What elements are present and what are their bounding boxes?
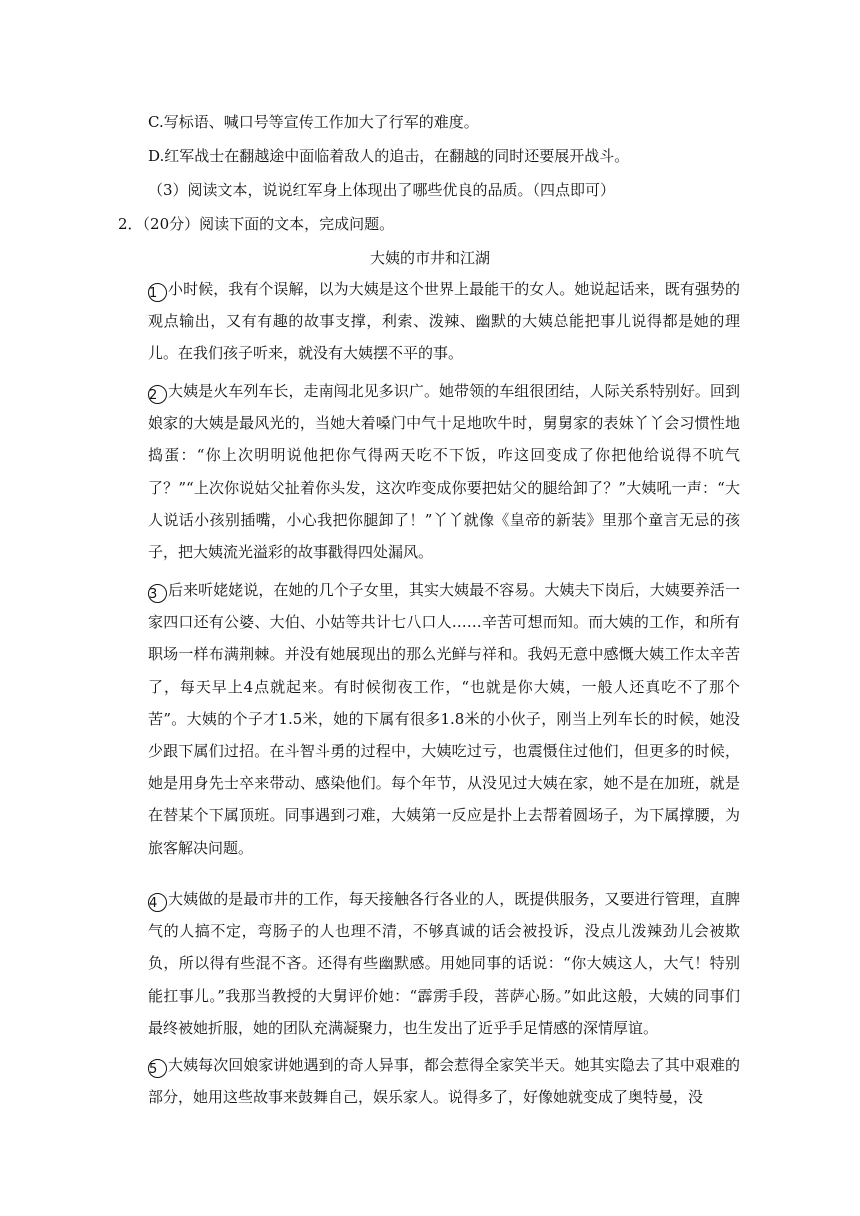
paragraph-number-5: 5 [148, 1059, 167, 1078]
option-d: D.红军战士在翻越途中面临着敌人的追击，在翻越的同时还要展开战斗。 [148, 147, 630, 165]
paragraph-number-3: 3 [148, 584, 167, 603]
paragraph-5 [148, 1049, 740, 1113]
paragraph-text-4: 大姨做的是最市井的工作，每天接触各行各业的人，既提供服务，又要进行管理，直脾气的人搞不定，弯肠子的人也理不清，不够真诚的话会被投诉，没点儿泼辣劲儿会被欺负，所以得有些混不吝。还得有些幽默感。用她同事的话说：“你大姨这人，大气！特别能扛事儿。”我那当教授的大舅评价她：“霹雳手段，菩萨心肠。”如此这般，大姨的同事们最终被她折服，她的团队充满凝聚力，也生发出了近乎手足情感的深情厚谊。 [148, 890, 740, 1037]
paragraph-number-4: 4 [148, 893, 167, 912]
paragraph-number-1: 1 [148, 283, 167, 302]
paragraph-text-5: 大姨每次回娘家讲她遇到的奇人异事，都会惹得全家笑半天。她其实隐去了其中艰难的部分，她用这些故事来鼓舞自己，娱乐家人。说得多了，好像她就变成了奥特曼，没 [148, 1056, 740, 1107]
article-title: 大姨的市井和江湖 [369, 249, 490, 267]
sub-question-3: （3）阅读文本，说说红军身上体现出了哪些优良的品质。（四点即可） [148, 181, 616, 199]
option-c: C.写标语、喊口号等宣传工作加大了行军的难度。 [148, 113, 479, 131]
paragraph-text-1: 小时候，我有个误解，以为大姨是这个世界上最能干的女人。她说起话来，既有强势的观点输出，又有有趣的故事支撑，利索、泼辣、幽默的大姨总能把事儿说得都是她的理儿。在我们孩子听来，就没有大姨摆不平的事。 [148, 280, 740, 363]
paragraph-text-2: 大姨是火车列车长，走南闯北见多识广。她带领的车组很团结，人际关系特别好。回到娘家的大姨是最风光的，当她大着嗓门中气十足地吹牛时，舅舅家的表妹丫丫会习惯性地捣蛋：“你上次明明说他把你气得两天吃不下饭，咋这回变成了你把他给说得不吭气了？”“上次你说姑父扯着你头发，这次咋变成你要把姑父的腿给卸了？”大姨吼一声：“大人说话小孩别插嘴，小心我把你腿卸了！”丫丫就像《皇帝的新装》里那个童言无忌的孩子，把大姨流光溢彩的故事戳得四处漏风。 [148, 382, 740, 562]
paragraph-1 [148, 273, 740, 370]
question-2-heading: 2．（20分）阅读下面的文本，完成问题。 [118, 215, 395, 233]
paragraph-2 [148, 375, 740, 568]
paragraph-4 [148, 883, 740, 1044]
paragraph-number-2: 2 [148, 385, 167, 404]
paragraph-3 [148, 574, 740, 864]
paragraph-text-3: 后来听姥姥说，在她的几个子女里，其实大姨最不容易。大姨夫下岗后，大姨要养活一家四口还有公婆、大伯、小姑等共计七八口人……辛苦可想而知。而大姨的工作，和所有职场一样布满荆棘。并没有她展现出的那么光鲜与祥和。我妈无意中感慨大姨工作太辛苦了，每天早上4点就起来。有时候彻夜工作，“也就是你大姨，一般人还真吃不了那个苦”。大姨的个子才1.5米，她的下属有很多1.8米的小伙子，刚当上列车长的时候，她没少跟下属们过招。在斗智斗勇的过程中，大姨吃过亏，也震慑住过他们，但更多的时候，她是用身先士卒来带动、感染他们。每个年节，从没见过大姨在家，她不是在加班，就是在替某个下属顶班。同事遇到刁难，大姨第一反应是扑上去帮着圆场子，为下属撑腰，为旅客解决问题。 [148, 581, 740, 857]
